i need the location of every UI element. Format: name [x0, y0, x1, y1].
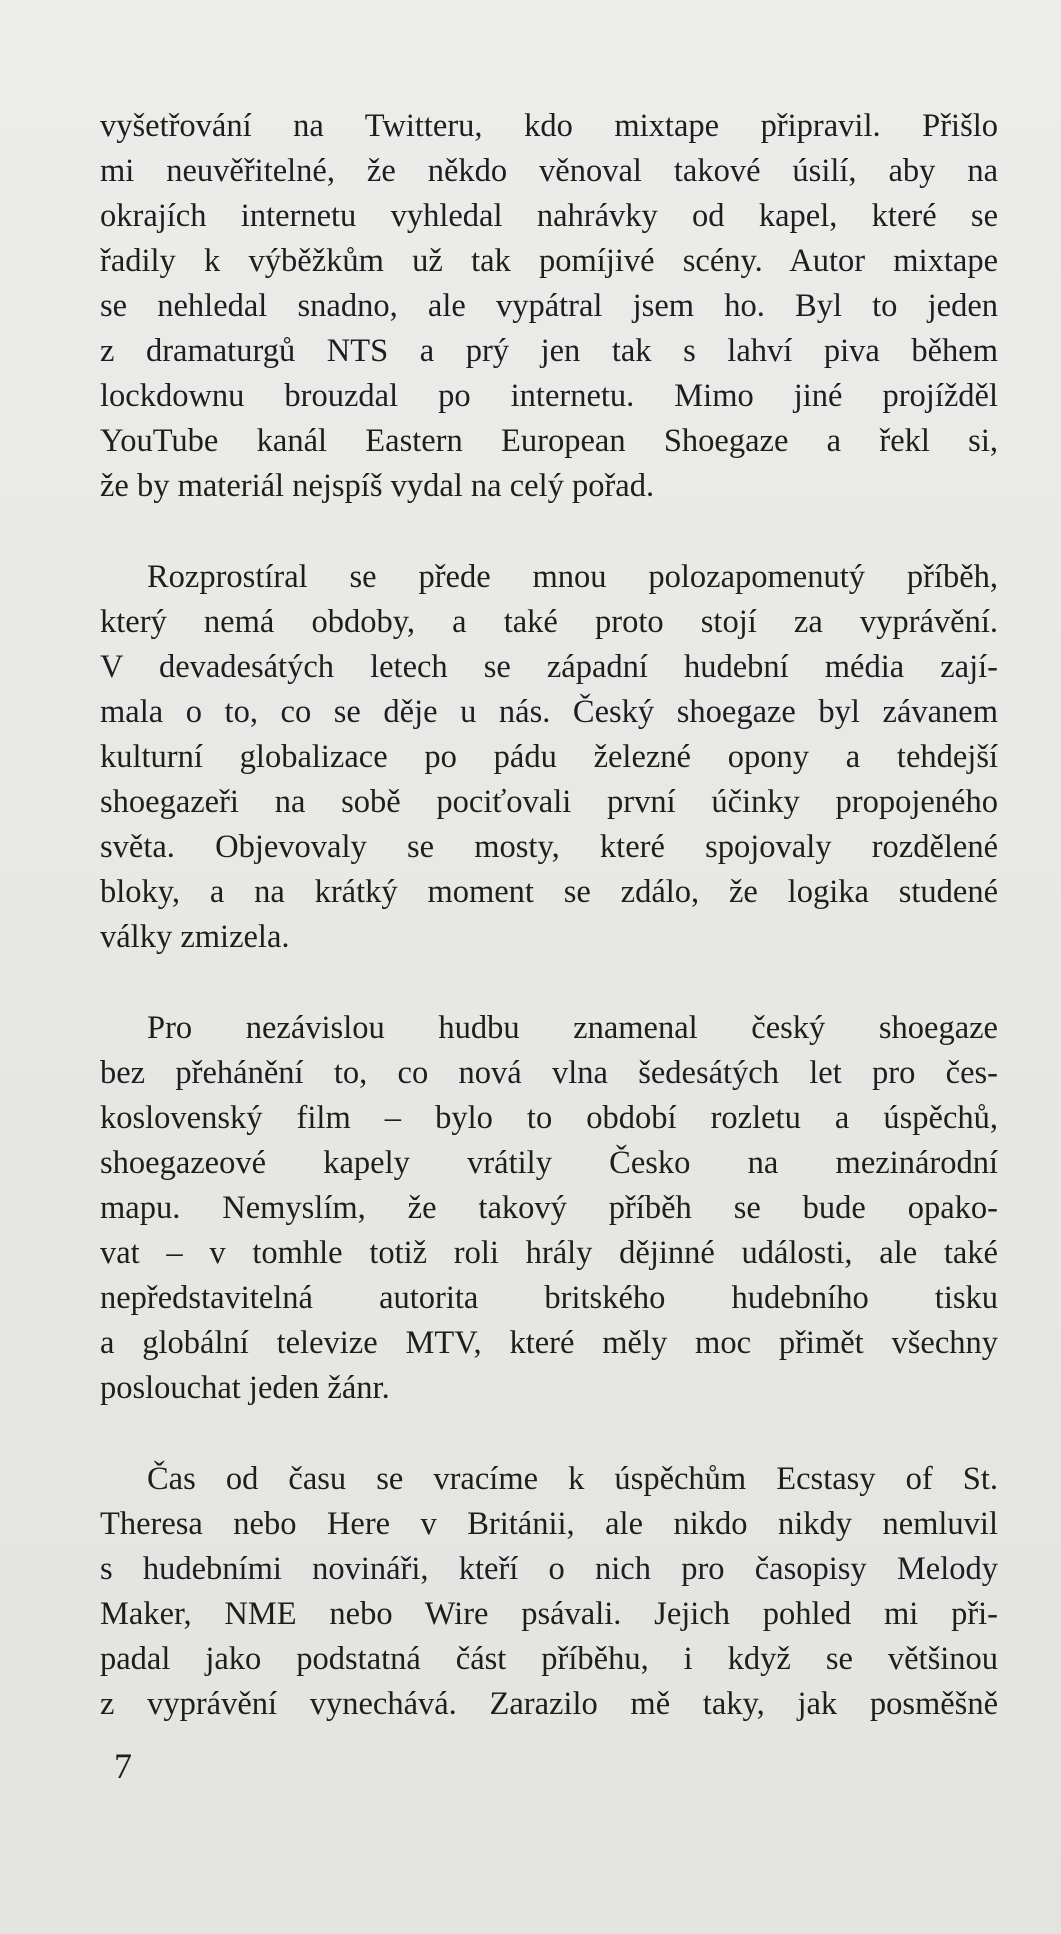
text-line: kulturní globalizace po pádu železné opony a tehdejší — [100, 739, 998, 775]
text-line: z vyprávění vynechává. Zarazilo mě taky, jak posměšně — [100, 1686, 998, 1722]
text-line: lockdownu brouzdal po internetu. Mimo jiné projížděl — [100, 378, 998, 414]
text-line: a globální televize MTV, které měly moc přimět všechny — [100, 1325, 998, 1361]
body-text — [100, 104, 998, 1727]
text-line: YouTube kanál Eastern European Shoegaze a řekl si, — [100, 423, 998, 459]
text-line: nepředstavitelná autorita britského hudebního tisku — [100, 1280, 998, 1316]
text-line: vyšetřování na Twitteru, kdo mixtape připravil. Přišlo — [100, 108, 998, 144]
text-line: války zmizela. — [100, 919, 290, 955]
text-line: mi neuvěřitelné, že někdo věnoval takové úsilí, aby na — [100, 153, 998, 189]
text-line: Theresa nebo Here v Británii, ale nikdo nikdy nemluvil — [100, 1506, 998, 1542]
text-line: mala o to, co se děje u nás. Český shoegaze byl závanem — [100, 694, 998, 730]
paragraph-gap — [100, 1411, 998, 1457]
text-line: koslovenský film – bylo to období rozletu a úspěchů, — [100, 1100, 998, 1136]
page-number: 7 — [114, 1746, 132, 1786]
text-line: vat – v tomhle totiž roli hrály dějinné události, ale také — [100, 1235, 998, 1271]
paragraph-gap — [100, 960, 998, 1006]
text-line: Maker, NME nebo Wire psávali. Jejich pohled mi při- — [100, 1596, 998, 1632]
text-line: shoegazeové kapely vrátily Česko na mezinárodní — [100, 1145, 998, 1181]
text-line: okrajích internetu vyhledal nahrávky od kapel, které se — [100, 198, 998, 234]
text-line: který nemá obdoby, a také proto stojí za vyprávění. — [100, 604, 998, 640]
text-line: z dramaturgů NTS a prý jen tak s lahví piva během — [100, 333, 998, 369]
text-line: Rozprostíral se přede mnou polozapomenutý příběh, — [147, 559, 998, 595]
text-line: Pro nezávislou hudbu znamenal český shoegaze — [147, 1010, 998, 1046]
text-line: se nehledal snadno, ale vypátral jsem ho. Byl to jeden — [100, 288, 998, 324]
text-line: řadily k výběžkům už tak pomíjivé scény. Autor mixtape — [100, 243, 998, 279]
text-line: mapu. Nemyslím, že takový příběh se bude opako- — [100, 1190, 998, 1226]
text-line: že by materiál nejspíš vydal na celý pořad. — [100, 468, 655, 504]
text-line: s hudebními novináři, kteří o nich pro časopisy Melody — [100, 1551, 998, 1587]
text-line: bloky, a na krátký moment se zdálo, že logika studené — [100, 874, 998, 910]
text-line: poslouchat jeden žánr. — [100, 1370, 390, 1406]
text-line: V devadesátých letech se západní hudební média zají- — [100, 649, 998, 685]
text-line: bez přehánění to, co nová vlna šedesátých let pro čes- — [100, 1055, 998, 1091]
text-line: shoegazeři na sobě pociťovali první účinky propojeného — [100, 784, 998, 820]
text-line: Čas od času se vracíme k úspěchům Ecstasy of St. — [147, 1461, 998, 1497]
text-line: světa. Objevovaly se mosty, které spojovaly rozdělené — [100, 829, 998, 865]
paragraph-gap — [100, 509, 998, 555]
text-line: padal jako podstatná část příběhu, i když se většinou — [100, 1641, 998, 1677]
